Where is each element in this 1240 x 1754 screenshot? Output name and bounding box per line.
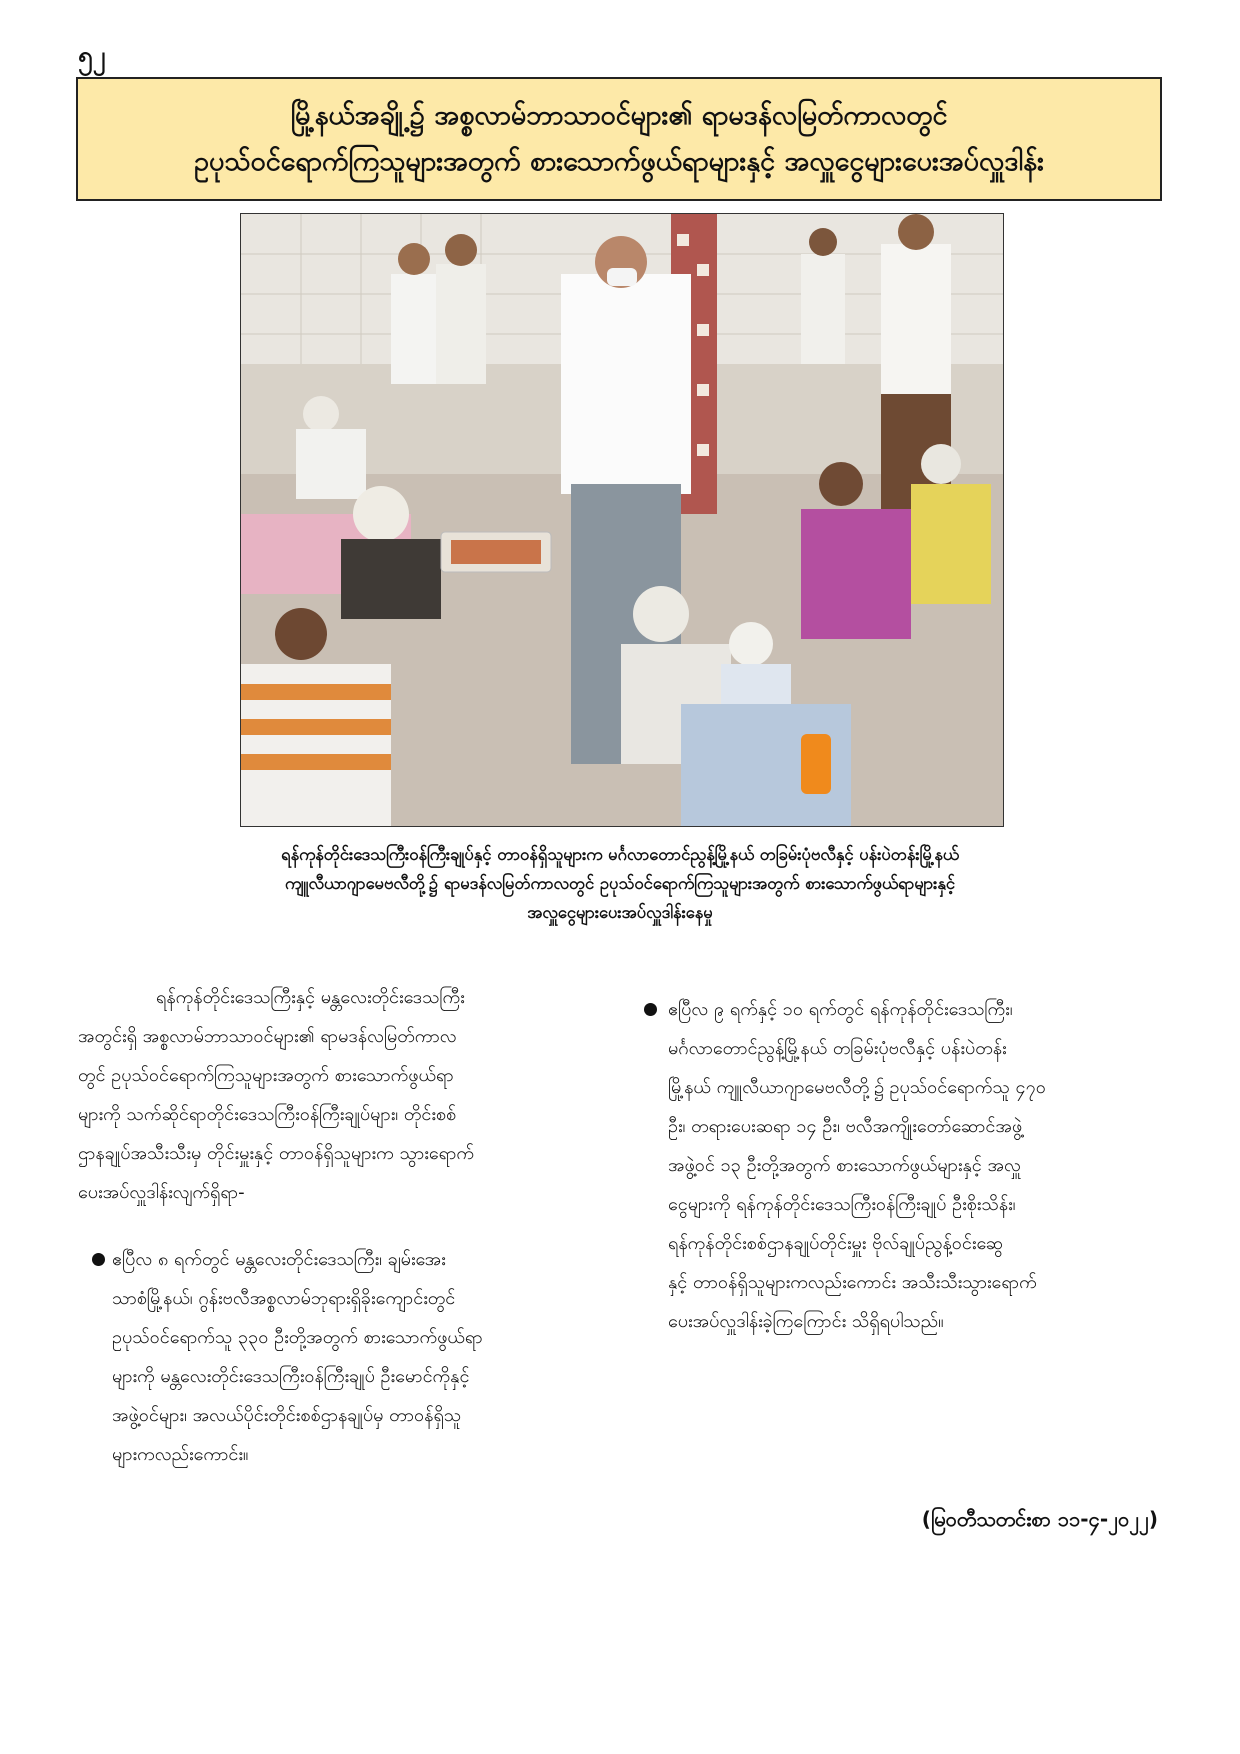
bullet-line: သာစံမြို့နယ်၊ ဂွန်းဗလီအစ္စလာမ်ဘုရားရှိခိုးကျောင်းတွင်	[112, 1288, 456, 1309]
bullet-line: အဖွဲ့ဝင် ၁၃ ဦးတို့အတွက် စားသောက်ဖွယ်များနှင့် အလှူ	[668, 1155, 1021, 1176]
bullet-line: မြို့နယ် ကျူလီယာဂျာမေဗလီတို့၌ ဥပုသ်ဝင်ရောက်သူ ၄၇၀	[668, 1077, 1046, 1098]
bullet-line: ငွေများကို ရန်ကုန်တိုင်းဒေသကြီးဝန်ကြီးချုပ် ဦးစိုးသိန်း၊	[668, 1194, 1016, 1215]
bullet-item-yangon	[632, 990, 1164, 1341]
bullet-line: ဧပြီလ ၉ ရက်နှင့် ၁၀ ရက်တွင် ရန်ကုန်တိုင်းဒေသကြီး၊	[668, 999, 1013, 1020]
intro-line: ရန်ကုန်တိုင်းဒေသကြီးနှင့် မန္တလေးတိုင်းဒေသကြီး	[156, 987, 465, 1008]
intro-line: အတွင်းရှိ အစ္စလာမ်ဘာသာဝင်များ၏ ရာမဒန်လမြတ်ကာလ	[78, 1026, 457, 1047]
bullet-line: ရန်ကုန်တိုင်းစစ်ဌာနချုပ်တိုင်းမှူး ဗိုလ်ချုပ်ညွန့်ဝင်းဆွေ	[668, 1233, 1003, 1254]
bullet-line: များကို မန္တလေးတိုင်းဒေသကြီးဝန်ကြီးချုပ် ဦးမောင်ကိုနှင့်	[112, 1366, 470, 1387]
bullet-line: ဧပြီလ ၈ ရက်တွင် မန္တလေးတိုင်းဒေသကြီး၊ ချမ်းအေး	[112, 1249, 446, 1270]
headline-box	[76, 77, 1162, 201]
intro-line: တွင် ဥပုသ်ဝင်ရောက်ကြသူများအတွက် စားသောက်ဖွယ်ရာ	[78, 1065, 454, 1086]
caption-line-1: ရန်ကုန်တိုင်းဒေသကြီးဝန်ကြီးချုပ်နှင့် တာဝန်ရှိသူများက မင်္ဂလာတောင်ညွန့်မြို့နယ် တခြမ်းပုံဗလီနှင့် ပန်းပဲတန်းမြို့နယ်	[281, 845, 959, 864]
photo-caption	[90, 840, 1150, 927]
headline-line-1: မြို့နယ်အချို့၌ အစ္စလာမ်ဘာသာဝင်များ၏ ရာမဒန်လမြတ်ကာလတွင်	[290, 100, 948, 131]
headline-line-2: ဥပုသ်ဝင်ရောက်ကြသူများအတွက် စားသောက်ဖွယ်ရာများနှင့် အလှူငွေများပေးအပ်လှူဒါန်း	[194, 146, 1044, 177]
bullet-line: ပေးအပ်လှူဒါန်းခဲ့ကြကြောင်း သိရှိရပါသည်။	[668, 1311, 944, 1332]
right-column	[632, 990, 1164, 1341]
left-column	[78, 978, 606, 1474]
bullet-line: ဥပုသ်ဝင်ရောက်သူ ၃၃၀ ဦးတို့အတွက် စားသောက်ဖွယ်ရာ	[112, 1327, 483, 1348]
source-credit: (မြဝတီသတင်းစာ ၁၁-၄-၂၀၂၂)	[921, 1507, 1158, 1531]
bullet-line: အဖွဲ့ဝင်များ၊ အလယ်ပိုင်းတိုင်းစစ်ဌာနချုပ်မှ တာဝန်ရှိသူ	[112, 1405, 462, 1426]
intro-line: များကို သက်ဆိုင်ရာတိုင်းဒေသကြီးဝန်ကြီးချုပ်များ၊ တိုင်းစစ်	[78, 1104, 457, 1125]
bullet-line: ဦး၊ တရားပေးဆရာ ၁၄ ဦး၊ ဗလီအကျိုးတော်ဆောင်အဖွဲ့	[668, 1116, 1023, 1137]
caption-line-2: ကျူလီယာဂျာမေဗလီတို့၌ ရာမဒန်လမြတ်ကာလတွင် ဥပုသ်ဝင်ရောက်ကြသူများအတွက် စားသောက်ဖွယ်ရာများနှင့်	[284, 874, 956, 893]
page-number: ၅၂	[78, 41, 106, 71]
intro-line: ဌာနချုပ်အသီးသီးမှ တိုင်းမှူးနှင့် တာဝန်ရှိသူများက သွားရောက်	[78, 1143, 474, 1164]
bullet-icon	[92, 1253, 105, 1266]
bullet-item-mandalay	[78, 1240, 606, 1474]
bullet-icon	[644, 1003, 657, 1016]
bullet-line: မင်္ဂလာတောင်ညွန့်မြို့နယ် တခြမ်းပုံဗလီနှင့် ပန်းပဲတန်း	[668, 1038, 1007, 1059]
intro-line: ပေးအပ်လှူဒါန်းလျက်ရှိရာ-	[78, 1182, 245, 1203]
bullet-line: များကလည်းကောင်း။	[112, 1444, 249, 1465]
caption-line-3: အလှူငွေများပေးအပ်လှူဒါန်းနေမှု	[527, 903, 713, 922]
bullet-line: နှင့် တာဝန်ရှိသူများကလည်းကောင်း အသီးသီးသွားရောက်	[668, 1272, 1037, 1293]
news-photo	[240, 213, 1004, 827]
